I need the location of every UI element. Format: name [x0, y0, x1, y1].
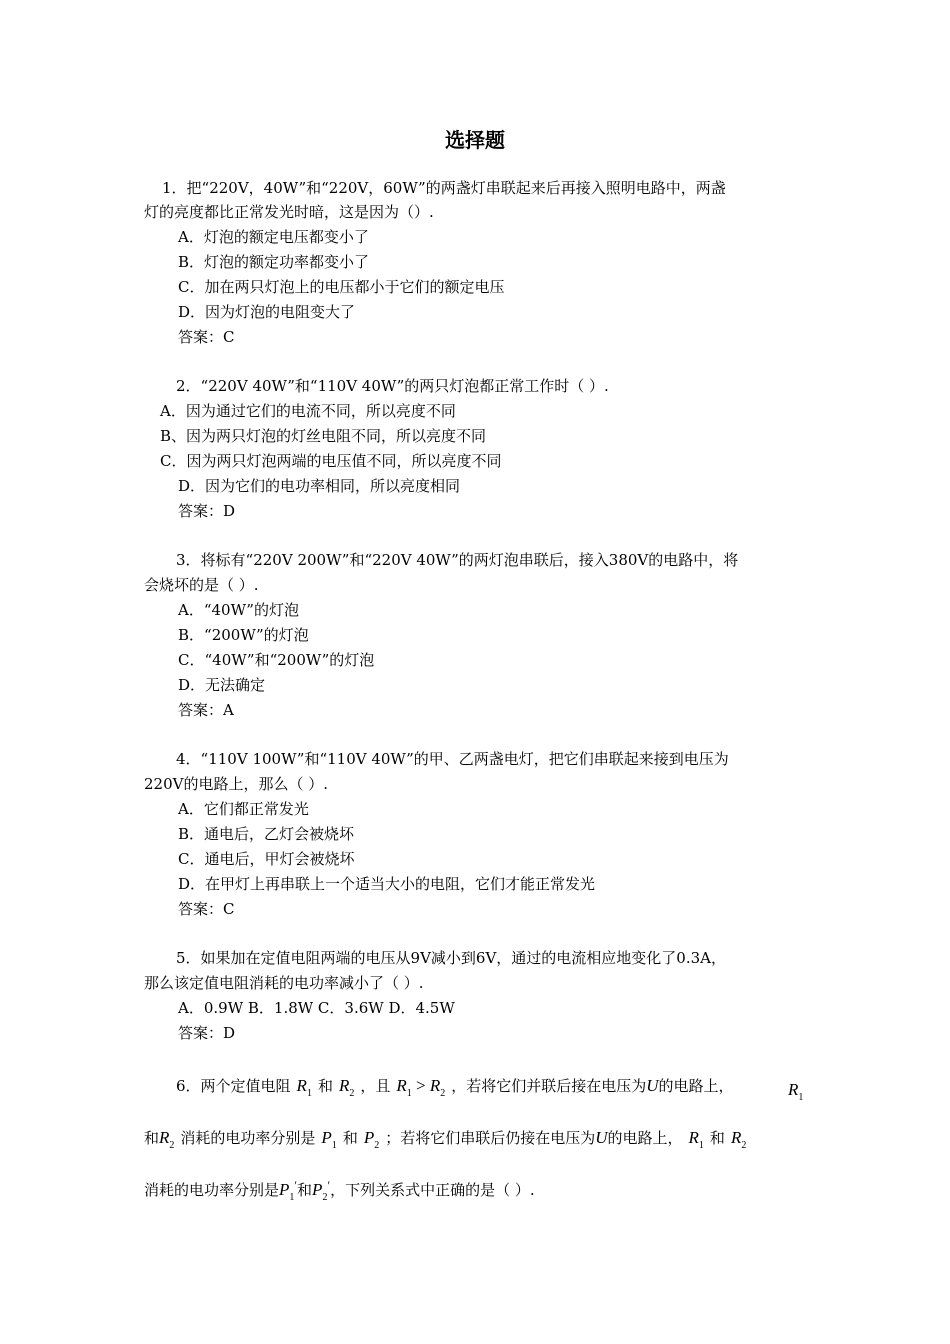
q1-option-a: A．灯泡的额定电压都变小了: [178, 228, 369, 246]
q6-stem-line1: 6．两个定值电阻 $R_1$ 和 $R_2$ ，且 $R_1 > R_2$ ，若将它们并联后接在电压为U的电路上，: [176, 1076, 734, 1099]
r2-symbol: $R_2$: [338, 1076, 355, 1099]
q3-option-d: D．无法确定: [178, 676, 266, 694]
q5-stem-line2: 那么该定值电阻消耗的电功率减小了（ ）.: [144, 974, 424, 992]
q1-stem-line2: 灯的亮度都比正常发光时暗，这是因为（）.: [144, 203, 434, 221]
r1-symbol: $R_1$: [296, 1076, 312, 1099]
q3-option-b: B．“200W”的灯泡: [178, 626, 309, 644]
q3-stem-line1: 3．将标有“220V 200W”和“220V 40W”的两灯泡串联后，接入380V的电路中，将: [176, 551, 739, 569]
q1-option-c: C．加在两只灯泡上的电压都小于它们的额定电压: [178, 278, 505, 296]
p1-symbol: $P_1$: [321, 1128, 337, 1151]
q2-option-d: D．因为它们的电功率相同，所以亮度相同: [178, 477, 461, 495]
q2-answer: 答案：D: [178, 502, 236, 520]
q4-option-c: C．通电后，甲灯会被烧坏: [178, 850, 355, 868]
p1-prime-symbol: $P_1'$: [279, 1178, 298, 1203]
q4-answer: 答案：C: [178, 900, 235, 918]
p2-symbol: $P_2$: [363, 1128, 380, 1151]
q2-stem: 2．“220V 40W”和“110V 40W”的两只灯泡都正常工作时（ ）.: [176, 377, 609, 395]
q6-stem-line3: 消耗的电功率分别是$P_1'$和$P_2'$，下列关系式中正确的是（ ）.: [144, 1178, 535, 1203]
q4-option-d: D．在甲灯上再串联上一个适当大小的电阻，它们才能正常发光: [178, 875, 596, 893]
q5-answer: 答案：D: [178, 1024, 236, 1042]
page-title: 选择题: [445, 128, 505, 152]
q4-option-b: B．通电后，乙灯会被烧坏: [178, 825, 355, 843]
r1-symbol-right: $R_1$: [788, 1080, 804, 1103]
q1-option-b: B．灯泡的额定功率都变小了: [178, 253, 370, 271]
q1-stem-line1: 1．把“220V，40W”和“220V，60W”的两盏灯串联起来后再接入照明电路中，两盏: [162, 179, 726, 197]
p2-prime-symbol: $P_2'$: [312, 1178, 331, 1203]
r2-symbol: $R_2$: [159, 1128, 175, 1151]
inequality-r1-gt-r2: $R_1 > R_2$: [396, 1076, 446, 1099]
q5-stem-line1: 5．如果加在定值电阻两端的电压从9V减小到6V，通过的电流相应地变化了0.3A，: [176, 949, 726, 967]
q3-stem-line2: 会烧坏的是（ ）.: [144, 576, 259, 594]
q4-option-a: A．它们都正常发光: [178, 800, 309, 818]
q6-stem-line2: 和$R_2$ 消耗的电功率分别是 $P_1$ 和 $P_2$ ；若将它们串联后仍接在电压为U的电路上， $R_1$ 和 $R_2$: [144, 1128, 747, 1151]
q2-option-b: B、因为两只灯泡的灯丝电阻不同，所以亮度不同: [160, 427, 487, 445]
q1-option-d: D．因为灯泡的电阻变大了: [178, 303, 356, 321]
q5-options: A．0.9W B．1.8W C．3.6W D．4.5W: [178, 999, 455, 1017]
q3-option-a: A．“40W”的灯泡: [178, 601, 299, 619]
r1-symbol: $R_1$: [688, 1128, 704, 1151]
r2-symbol: $R_2$: [730, 1128, 747, 1151]
q3-answer: 答案：A: [178, 701, 234, 719]
q1-answer: 答案：C: [178, 328, 235, 346]
q4-stem-line1: 4．“110V 100W”和“110V 40W”的甲、乙两盏电灯，把它们串联起来接到电压为: [176, 750, 729, 768]
q4-stem-line2: 220V的电路上，那么（ ）.: [144, 775, 328, 793]
q3-option-c: C．“40W”和“200W”的灯泡: [178, 651, 375, 669]
q2-option-c: C．因为两只灯泡两端的电压值不同，所以亮度不同: [160, 452, 502, 470]
q2-option-a: A．因为通过它们的电流不同，所以亮度不同: [160, 402, 456, 420]
